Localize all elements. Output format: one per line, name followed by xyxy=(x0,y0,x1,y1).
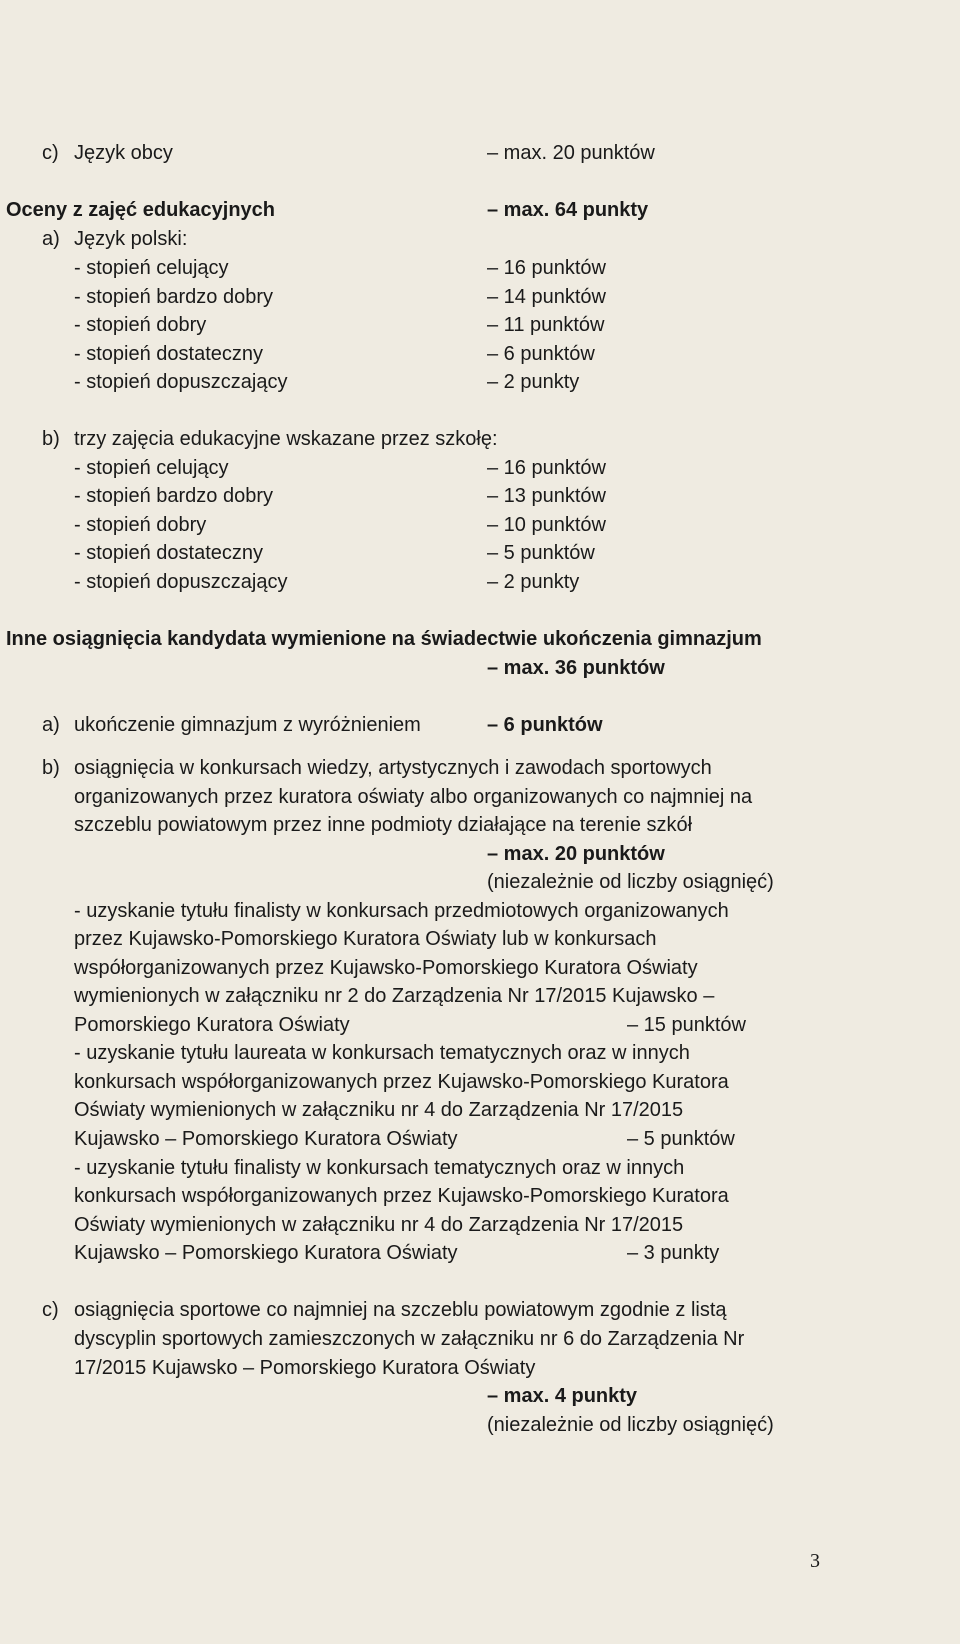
item-text: dyscyplin sportowych zamieszczonych w załączniku nr 6 do Zarządzenia Nr xyxy=(74,1328,745,1350)
item-text: ukończenie gimnazjum z wyróżnieniem xyxy=(74,714,421,736)
section-max: – max. 64 punkty xyxy=(487,199,649,221)
achievement-text: - uzyskanie tytułu laureata w konkursach tematycznych oraz w innych xyxy=(74,1042,690,1064)
section-max: – max. 36 punktów xyxy=(487,657,665,679)
achievement-text: Kujawsko – Pomorskiego Kuratora Oświaty xyxy=(74,1128,458,1150)
grade-label: - stopień dopuszczający xyxy=(74,571,288,593)
grade-points: – 5 punktów xyxy=(487,542,595,564)
grade-label: - stopień celujący xyxy=(74,457,229,479)
item-label: b) xyxy=(42,757,60,779)
grade-points: – 11 punktów xyxy=(487,314,605,336)
grade-label: - stopień celujący xyxy=(74,257,229,279)
grade-points: – 10 punktów xyxy=(487,514,606,536)
item-text: Język polski: xyxy=(74,228,188,250)
achievement-text: Pomorskiego Kuratora Oświaty xyxy=(74,1014,350,1036)
item-points: – 6 punktów xyxy=(487,714,603,736)
grade-points: – 14 punktów xyxy=(487,286,606,308)
achievement-points: – 15 punktów xyxy=(627,1014,746,1036)
grade-points: – 16 punktów xyxy=(487,257,606,279)
item-note: (niezależnie od liczby osiągnięć) xyxy=(487,1414,774,1436)
achievement-points: – 3 punkty xyxy=(627,1242,720,1264)
item-text: trzy zajęcia edukacyjne wskazane przez szkołę: xyxy=(74,428,498,450)
grade-label: - stopień bardzo dobry xyxy=(74,286,274,308)
grade-points: – 6 punktów xyxy=(487,343,595,365)
item-points: – max. 20 punktów xyxy=(487,142,655,164)
grade-points: – 2 punkty xyxy=(487,571,580,593)
grade-points: – 2 punkty xyxy=(487,371,580,393)
achievement-text: konkursach współorganizowanych przez Kujawsko-Pomorskiego Kuratora xyxy=(74,1071,729,1093)
item-note: (niezależnie od liczby osiągnięć) xyxy=(487,871,774,893)
section-heading: Inne osiągnięcia kandydata wymienione na świadectwie ukończenia gimnazjum xyxy=(6,628,762,650)
item-text: 17/2015 Kujawsko – Pomorskiego Kuratora Oświaty xyxy=(74,1357,536,1379)
grade-label: - stopień dostateczny xyxy=(74,343,263,365)
item-label: a) xyxy=(42,228,60,250)
grade-points: – 16 punktów xyxy=(487,457,606,479)
achievement-text: przez Kujawsko-Pomorskiego Kuratora Oświaty lub w konkursach xyxy=(74,928,657,950)
item-text: Język obcy xyxy=(74,142,173,164)
item-text: szczeblu powiatowym przez inne podmioty działające na terenie szkół xyxy=(74,814,693,836)
item-label: c) xyxy=(42,1299,59,1321)
achievement-text: wymienionych w załączniku nr 2 do Zarządzenia Nr 17/2015 Kujawsko – xyxy=(74,985,715,1007)
achievement-text: współorganizowanych przez Kujawsko-Pomorskiego Kuratora Oświaty xyxy=(74,957,698,979)
grade-label: - stopień dopuszczający xyxy=(74,371,288,393)
achievement-text: - uzyskanie tytułu finalisty w konkursach tematycznych oraz w innych xyxy=(74,1157,685,1179)
achievement-points: – 5 punktów xyxy=(627,1128,735,1150)
item-label: c) xyxy=(42,142,59,164)
grade-points: – 13 punktów xyxy=(487,485,606,507)
item-max: – max. 20 punktów xyxy=(487,843,665,865)
achievement-text: Oświaty wymienionych w załączniku nr 4 do Zarządzenia Nr 17/2015 xyxy=(74,1099,684,1121)
achievement-text: konkursach współorganizowanych przez Kujawsko-Pomorskiego Kuratora xyxy=(74,1185,729,1207)
achievement-text: Oświaty wymienionych w załączniku nr 4 do Zarządzenia Nr 17/2015 xyxy=(74,1214,684,1236)
item-text: osiągnięcia w konkursach wiedzy, artystycznych i zawodach sportowych xyxy=(74,757,712,779)
item-text: organizowanych przez kuratora oświaty albo organizowanych co najmniej na xyxy=(74,786,753,808)
page-number: 3 xyxy=(810,1550,820,1572)
grade-label: - stopień dobry xyxy=(74,514,207,536)
achievement-text: - uzyskanie tytułu finalisty w konkursach przedmiotowych organizowanych xyxy=(74,900,729,922)
item-text: osiągnięcia sportowe co najmniej na szczeblu powiatowym zgodnie z listą xyxy=(74,1299,727,1321)
section-heading: Oceny z zajęć edukacyjnych xyxy=(6,199,276,221)
item-label: a) xyxy=(42,714,60,736)
achievement-text: Kujawsko – Pomorskiego Kuratora Oświaty xyxy=(74,1242,458,1264)
grade-label: - stopień dostateczny xyxy=(74,542,263,564)
item-label: b) xyxy=(42,428,60,450)
grade-label: - stopień bardzo dobry xyxy=(74,485,274,507)
item-max: – max. 4 punkty xyxy=(487,1385,638,1407)
grade-label: - stopień dobry xyxy=(74,314,207,336)
